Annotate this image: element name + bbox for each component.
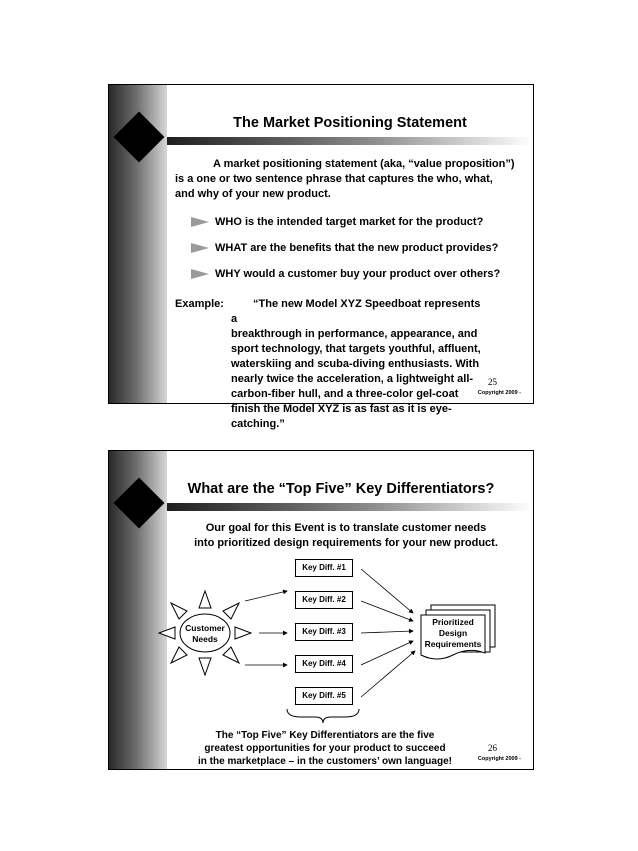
prioritized-line-1: Prioritized: [432, 617, 474, 627]
example-rest: breakthrough in performance, appearance, and sport technology, that targets youthful, affluent, waterskiing and scuba-diving enthusiasts. With nearly twice the acceleration, a lightweight all-carbon-fiber hull, and a three-color gel-coat finish the Model XYZ is as fast as it is eye-catching.”: [231, 328, 481, 430]
arrow-needs-to-diff2: [245, 591, 287, 601]
triangle-bullet-icon: [191, 243, 209, 253]
bullet-text: WHO is the intended target market for the product?: [215, 216, 484, 228]
arrow-diff5-to-req: [361, 651, 415, 697]
slide-25: [108, 84, 534, 430]
customer-needs-line-1: Customer: [185, 623, 225, 633]
customer-needs-label: [181, 623, 229, 645]
intro-rest: is a one or two sentence phrase that captures the who, what, and why of your new product.: [175, 173, 493, 200]
arrow-diff3-to-req: [361, 631, 413, 633]
sun-ray-top-left: [171, 603, 187, 619]
copyright: Copyright 2009 -: [477, 390, 521, 396]
example-line-1: “The new Model XYZ Speedboat represents a: [231, 298, 481, 325]
sun-ray-bottom: [199, 658, 211, 675]
slide-26: [108, 450, 534, 770]
sun-ray-top: [199, 591, 211, 608]
arrow-diff1-to-req: [361, 569, 413, 613]
caption-line-2: greatest opportunities for your product to succeed: [204, 743, 446, 754]
prioritized-requirements-label: [421, 617, 485, 650]
sun-ray-bottom-left: [171, 647, 187, 663]
title-underline-bar: [167, 137, 533, 145]
slide-title: What are the “Top Five” Key Differentiators?: [187, 481, 495, 497]
triangle-bullet-icon: [191, 217, 209, 227]
bullet-text: WHY would a customer buy your product over others?: [215, 268, 501, 280]
caption-line-3: in the marketplace – in the customers’ own language!: [198, 756, 452, 767]
sun-ray-right: [235, 627, 251, 639]
copyright: Copyright 2009 -: [477, 756, 521, 762]
bullet-item: [191, 215, 500, 241]
arrow-diff4-to-req: [361, 641, 413, 665]
intro-paragraph: [175, 157, 515, 202]
differentiators-diagram: [109, 451, 533, 769]
prioritized-line-3: Requirements: [424, 639, 482, 649]
sun-ray-top-right: [223, 603, 239, 619]
caption: [175, 729, 475, 768]
slide-title: The Market Positioning Statement: [233, 115, 467, 131]
sun-ray-left: [159, 627, 175, 639]
prioritized-line-2: Design: [438, 628, 468, 638]
page-number: 25: [488, 377, 497, 387]
bullet-list: [191, 215, 500, 293]
bullet-item: [191, 267, 500, 293]
customer-needs-line-2: Needs: [192, 634, 218, 644]
key-diff-box: Key Diff. #5: [295, 687, 353, 705]
arrow-diff2-to-req: [361, 601, 413, 621]
bullet-text: WHAT are the benefits that the new product provides?: [215, 242, 499, 254]
key-diff-box: Key Diff. #2: [295, 591, 353, 609]
key-diff-box: Key Diff. #1: [295, 559, 353, 577]
key-diff-box: Key Diff. #4: [295, 655, 353, 673]
intro-line-1: Our goal for this Event is to translate customer needs: [205, 522, 487, 534]
example-label: Example:: [175, 298, 224, 310]
page-number: 26: [488, 743, 497, 753]
bullet-item: [191, 241, 500, 267]
sun-ray-bottom-right: [223, 647, 239, 663]
intro-line-1: A market positioning statement (aka, “value proposition”): [213, 158, 515, 170]
triangle-bullet-icon: [191, 269, 209, 279]
caption-line-1: The “Top Five” Key Differentiators are the five: [215, 730, 435, 741]
intro-line-2: into prioritized design requirements for your new product.: [194, 537, 498, 549]
key-diff-box: Key Diff. #3: [295, 623, 353, 641]
example-text: [231, 297, 483, 432]
curly-brace: [287, 709, 359, 723]
